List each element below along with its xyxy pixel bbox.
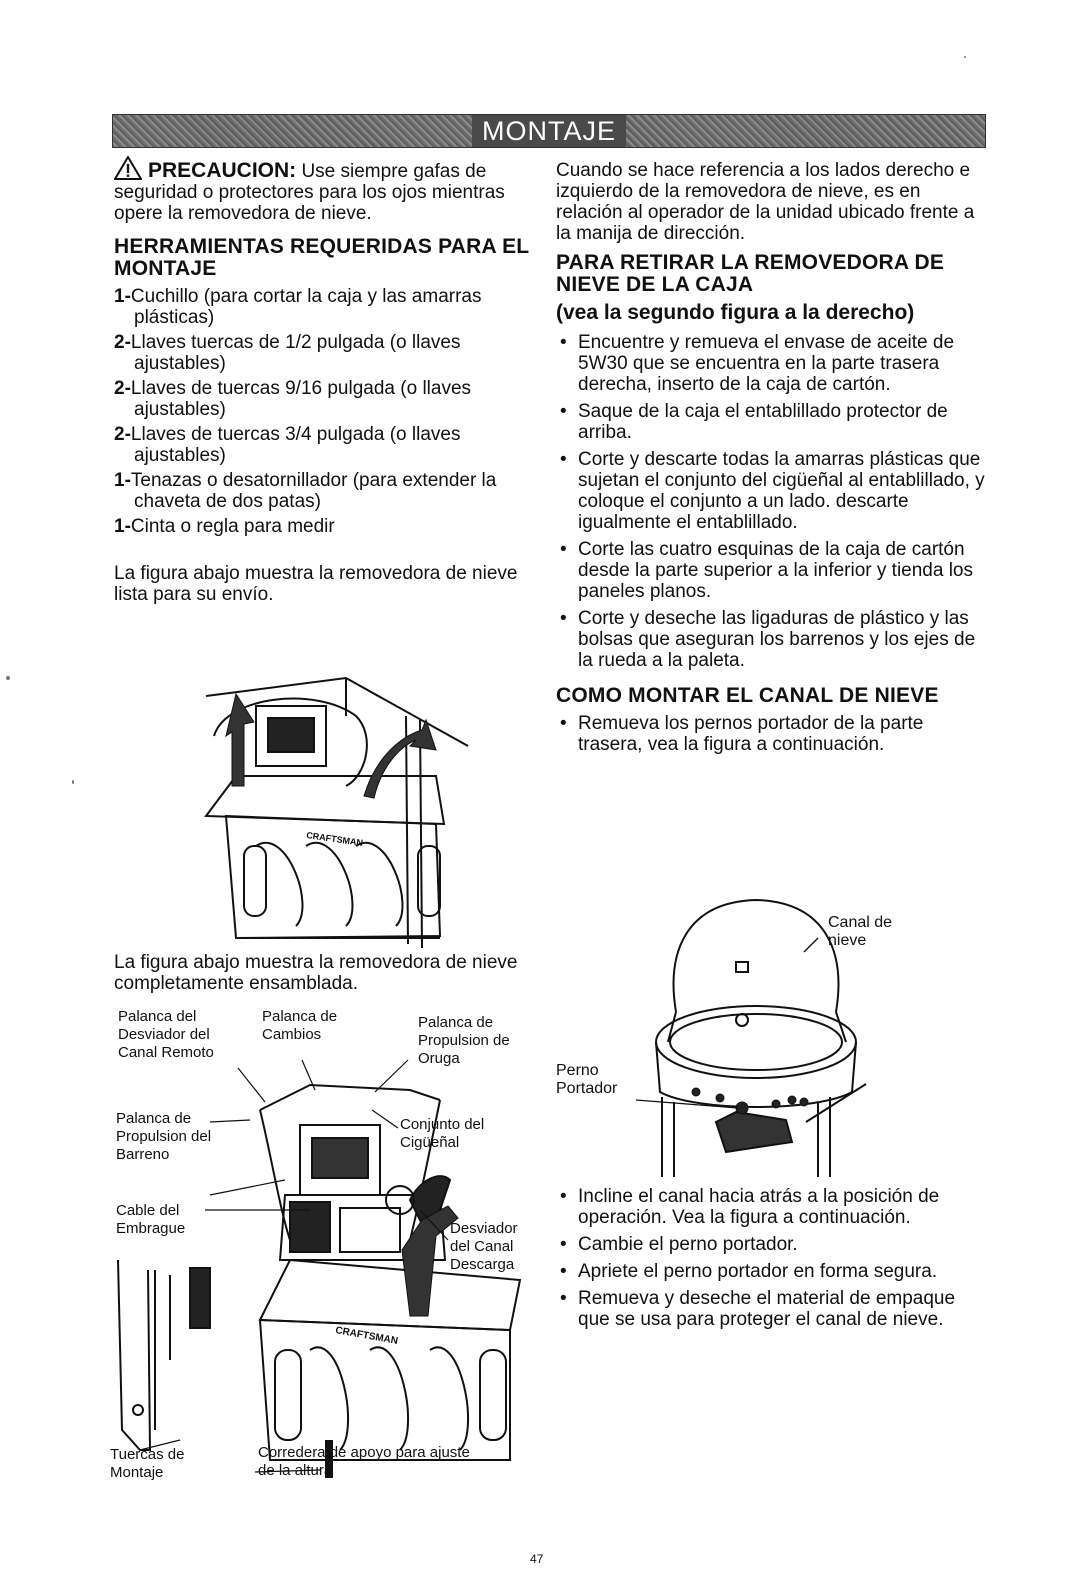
caution-heading: PRECAUCION:	[148, 159, 297, 182]
caution-note	[114, 156, 534, 224]
list-item: 2-Llaves tuercas de 1/2 pulgada (o llaves ajustables)	[114, 332, 461, 374]
crated-snowblower-illustration	[196, 676, 486, 960]
list-item: 2-Llaves de tuercas 3/4 pulgada (o llaves ajustables)	[114, 424, 461, 466]
chute-steps-b	[556, 1186, 986, 1330]
orientation-note: Cuando se hace referencia a los lados derecho e izquierdo de la removedora de nieve, es en relación al operador de la unidad ubicado frente a la manija de dirección.	[556, 160, 975, 244]
tools-heading: HERRAMIENTAS REQUERIDAS PARA EL MONTAJE	[114, 235, 529, 280]
unbox-heading: PARA RETIRAR LA REMOVEDORA DE NIEVE DE LA CAJA	[556, 251, 945, 296]
list-item: • Corte y deseche las ligaduras de plástico y las bolsas que aseguran los barrenos y los ejes de la rueda a la paleta.	[556, 608, 986, 671]
list-item: • Remueva y deseche el material de empaque que se usa para proteger el canal de nieve.	[556, 1288, 986, 1330]
chute-steps-b-wrap	[556, 1186, 986, 1336]
right-column	[556, 160, 986, 761]
warning-triangle-icon	[114, 156, 142, 180]
chute-steps-a	[556, 713, 986, 755]
label-desviador-descarga: Desviador del Canal Descarga	[450, 1220, 518, 1273]
list-item: • Incline el canal hacia atrás a la posición de operación. Vea la figura a continuación.	[556, 1186, 986, 1228]
list-item: 1-Cinta o regla para medir	[114, 516, 335, 537]
label-propulsion-barreno: Palanca de Propulsion del Barreno	[116, 1110, 212, 1163]
unbox-steps	[556, 332, 986, 671]
caution-text: Use siempre gafas de seguridad o protectores para los ojos mientras opere la removedora de nieve.	[114, 161, 505, 224]
scan-speck	[72, 780, 74, 784]
list-item: • Corte y descarte todas la amarras plásticas que sujetan el conjunto del cigüeñal al entablillado, y coloque el conjunto a un lado. descarte igualmente el entablillado.	[556, 449, 986, 533]
page-number: 47	[530, 1552, 544, 1566]
label-cable-embrague: Cable del Embrague	[116, 1202, 186, 1237]
label-tuercas: Tuercas de Montaje	[110, 1446, 185, 1481]
label-corredera: Corredera de apoyo para ajuste de la altura	[258, 1444, 470, 1479]
left-column	[114, 156, 534, 613]
scan-speck	[6, 676, 10, 680]
label-propulsion-oruga: Palanca de Propulsion de Oruga	[418, 1014, 510, 1067]
list-item: 2-Llaves de tuercas 9/16 pulgada (o llaves ajustables)	[114, 378, 472, 420]
svg-text:CRAFTSMAN: CRAFTSMAN	[305, 830, 364, 848]
label-perno: Perno Portador	[556, 1062, 618, 1097]
list-item: • Encuentre y remueva el envase de aceite de 5W30 que se encuentra en la parte trasera derecha, inserto de la caja de cartón.	[556, 332, 986, 395]
figure-crated-snowblower	[196, 676, 486, 960]
section-title: MONTAJE	[472, 115, 626, 147]
figure-2-caption: La figura abajo muestra la removedora de nieve completamente ensamblada.	[114, 952, 518, 994]
tools-list	[114, 286, 534, 537]
figure-chute-bolt	[556, 892, 916, 1182]
unbox-subheading: (vea la segundo figura a la derecho)	[556, 301, 915, 324]
list-item: • Corte las cuatro esquinas de la caja de cartón desde la parte superior a la inferior y tienda los paneles planos.	[556, 539, 986, 602]
label-desviador-remoto: Palanca del Desviador del Canal Remoto	[118, 1008, 214, 1061]
list-item: 1-Tenazas o desatornillador (para extender la chaveta de dos patas)	[114, 470, 497, 512]
svg-text:CRAFTSMAN: CRAFTSMAN	[334, 1325, 399, 1347]
label-canal: Canal de nieve	[828, 914, 893, 949]
list-item: • Apriete el perno portador en forma segura.	[556, 1261, 986, 1282]
figure-assembled-snowblower	[110, 1008, 550, 1481]
section-banner	[112, 114, 986, 148]
figure-1-caption: La figura abajo muestra la removedora de nieve lista para su envío.	[114, 563, 518, 605]
label-cambios: Palanca de Cambios	[262, 1008, 338, 1043]
chute-heading: COMO MONTAR EL CANAL DE NIEVE	[556, 684, 939, 707]
list-item: • Cambie el perno portador.	[556, 1234, 986, 1255]
list-item: 1-Cuchillo (para cortar la caja y las amarras plásticas)	[114, 286, 482, 328]
list-item: • Remueva los pernos portador de la parte trasera, vea la figura a continuación.	[556, 713, 986, 755]
label-ciguenal: Conjunto del Cigüeñal	[400, 1116, 485, 1151]
scan-speck	[964, 56, 966, 58]
list-item: • Saque de la caja el entablillado protector de arriba.	[556, 401, 986, 443]
